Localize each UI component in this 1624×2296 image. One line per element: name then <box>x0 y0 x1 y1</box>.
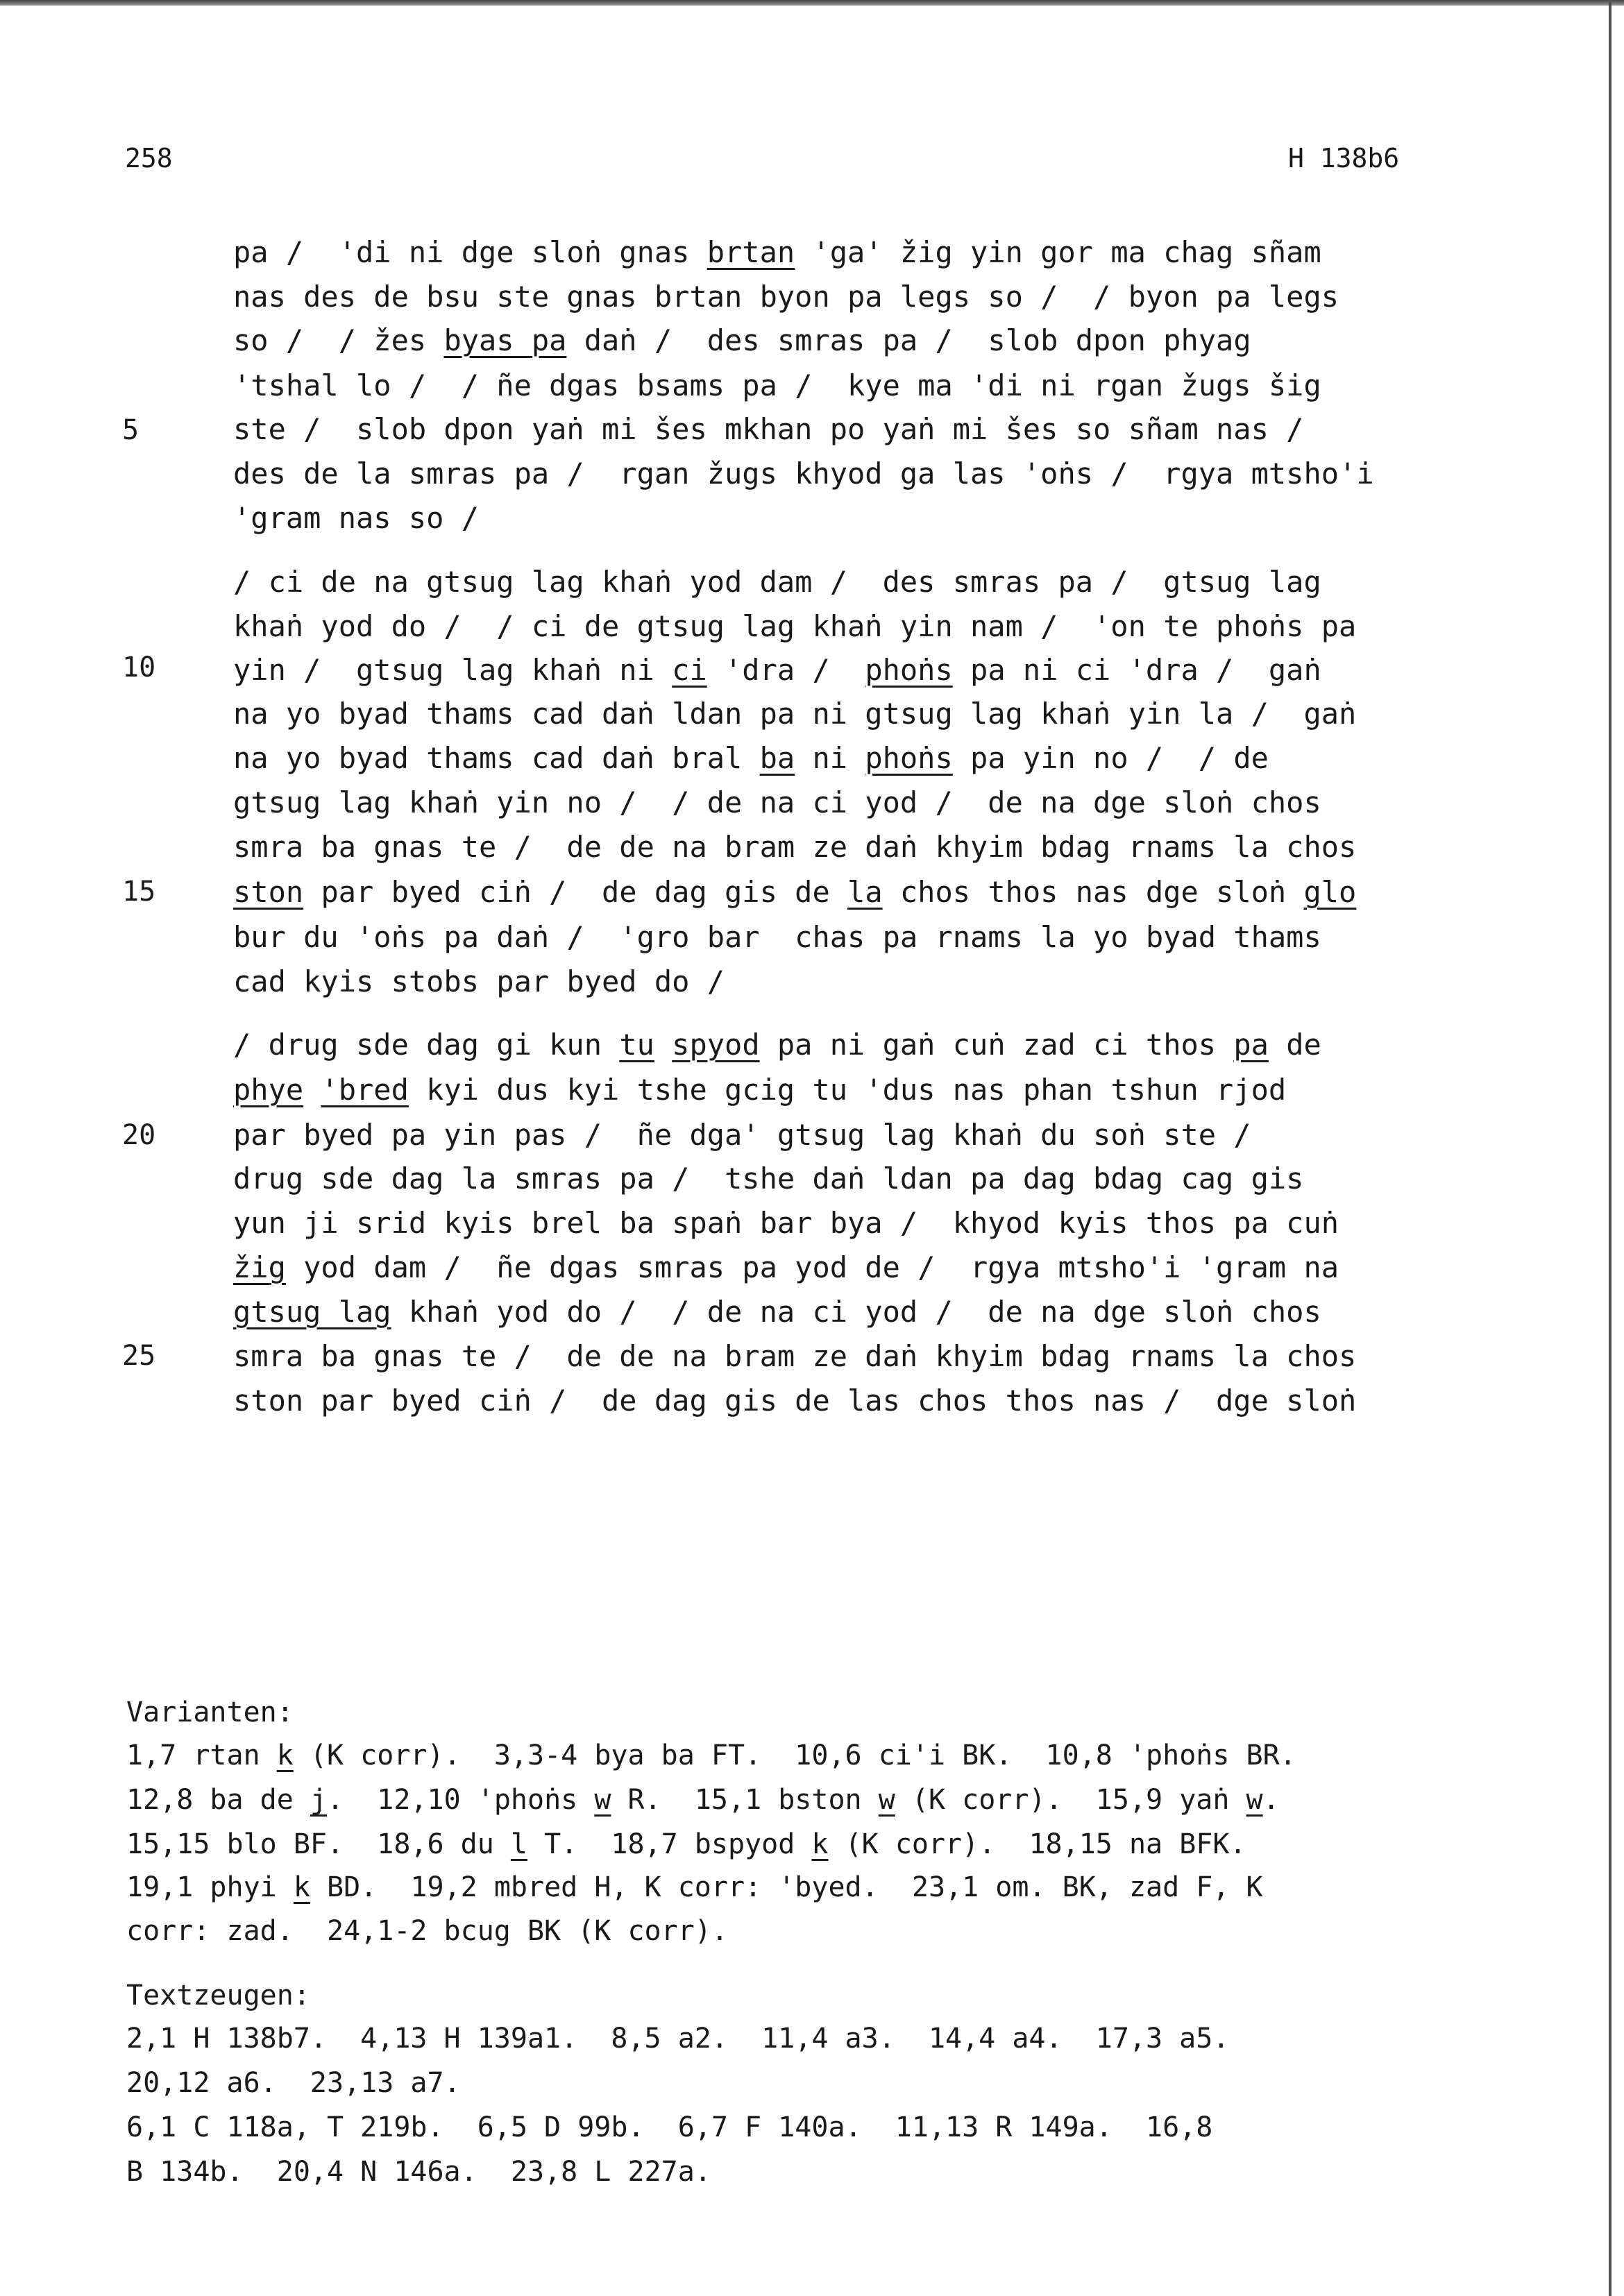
underlined-word: phye <box>233 1073 304 1107</box>
underlined-word: byas pa <box>443 323 567 357</box>
textzeugen-line: 6,1 C 118a, T 219b. 6,5 D 99b. 6,7 F 140a. 11,13 R 149a. 16,8 <box>126 2111 1213 2143</box>
text-line: / drug sde dag gi kun tu spyod pa ni gaṅ cuṅ zad ci thos pa de <box>233 1028 1321 1062</box>
text-line: cad kyis stobs par byed do / <box>233 964 725 998</box>
text-line: gtsug lag khaṅ yin no / / de na ci yod / de na dge sloṅ chos <box>233 785 1321 819</box>
text-line: ston par byed ciṅ / de dag gis de la chos thos nas dge sloṅ glo <box>233 875 1357 909</box>
underlined-word: phoṅs <box>865 653 953 687</box>
underlined-word: ci <box>672 653 707 687</box>
textzeugen-line: 20,12 a6. 23,13 a7. <box>126 2067 461 2099</box>
line-number: 5 <box>122 414 139 446</box>
varianten-line: 12,8 ba de j. 12,10 'phoṅs w R. 15,1 bston w (K corr). 15,9 yaṅ w. <box>126 1784 1280 1816</box>
underlined-word: w <box>878 1784 895 1816</box>
text-line: ston par byed ciṅ / de dag gis de las chos thos nas / dge sloṅ <box>233 1384 1357 1418</box>
line-number: 20 <box>122 1119 156 1151</box>
textzeugen-heading: Textzeugen: <box>126 1980 310 2012</box>
underlined-word: la <box>847 875 883 909</box>
line-number: 25 <box>122 1340 156 1372</box>
varianten-line: corr: zad. 24,1-2 bcug BK (K corr). <box>126 1915 728 1947</box>
underlined-word: tu <box>619 1028 654 1062</box>
varianten-line: 15,15 blo BF. 18,6 du l T. 18,7 bspyod k (K corr). 18,15 na BFK. <box>126 1828 1246 1860</box>
text-line: khaṅ yod do / / ci de gtsug lag khaṅ yin nam / 'on te phoṅs pa <box>233 609 1357 643</box>
underlined-word: ba <box>759 741 795 775</box>
top-border <box>0 0 1624 6</box>
text-line: pa / 'di ni dge sloṅ gnas brtan 'ga' žig yin gor ma chag sñam <box>233 235 1321 269</box>
underlined-word: 'bred <box>321 1073 409 1107</box>
text-line: gtsug lag khaṅ yod do / / de na ci yod / de na dge sloṅ chos <box>233 1295 1321 1329</box>
text-line: / ci de na gtsug lag khaṅ yod dam / des smras pa / gtsug lag <box>233 565 1321 599</box>
underlined-word: phoṅs <box>865 741 953 775</box>
text-line: drug sde dag la smras pa / tshe daṅ ldan pa dag bdag cag gis <box>233 1162 1304 1196</box>
text-line: smra ba gnas te / de de na bram ze daṅ khyim bdag rnams la chos <box>233 1339 1357 1373</box>
text-line: ste / slob dpon yaṅ mi šes mkhan po yaṅ mi šes so sñam nas / <box>233 412 1304 446</box>
text-line: nas des de bsu ste gnas brtan byon pa legs so / / byon pa legs <box>233 280 1339 314</box>
text-line: smra ba gnas te / de de na bram ze daṅ khyim bdag rnams la chos <box>233 830 1357 864</box>
underlined-word: spyod <box>672 1028 760 1062</box>
underlined-word: žig <box>233 1250 286 1284</box>
text-line: bur du 'oṅs pa daṅ / 'gro bar chas pa rnams la yo byad thams <box>233 920 1321 954</box>
text-line: yun ji srid kyis brel ba spaṅ bar bya / khyod kyis thos pa cuṅ <box>233 1206 1339 1240</box>
underlined-word: k <box>293 1871 310 1903</box>
line-number: 10 <box>122 652 156 683</box>
text-line: 'tshal lo / / ñe dgas bsams pa / kye ma 'di ni rgan žugs šig <box>233 368 1321 402</box>
running-head: H 138b6 <box>1288 143 1400 173</box>
underlined-word: glo <box>1303 875 1357 909</box>
line-number: 15 <box>122 876 156 908</box>
text-line: 'gram nas so / <box>233 501 480 535</box>
underlined-word: gtsug lag <box>233 1295 391 1329</box>
text-line: žig yod dam / ñe dgas smras pa yod de / rgya mtsho'i 'gram na <box>233 1250 1339 1284</box>
text-line: yin / gtsug lag khaṅ ni ci 'dra / phoṅs pa ni ci 'dra / gaṅ <box>233 653 1321 687</box>
page-number: 258 <box>125 143 173 173</box>
varianten-line: 19,1 phyi k BD. 19,2 mbred H, K corr: 'byed. 23,1 om. BK, zad F, K <box>126 1871 1263 1903</box>
underlined-word: l <box>510 1828 527 1860</box>
varianten-line: 1,7 rtan k (K corr). 3,3-4 bya ba FT. 10,6 ci'i BK. 10,8 'phoṅs BR. <box>126 1740 1296 1771</box>
underlined-word: j <box>310 1784 327 1816</box>
underlined-word: brtan <box>707 235 795 269</box>
text-line: so / / žes byas pa daṅ / des smras pa / slob dpon phyag <box>233 323 1251 357</box>
text-line: na yo byad thams cad daṅ ldan pa ni gtsug lag khaṅ yin la / gaṅ <box>233 697 1357 731</box>
text-line: par byed pa yin pas / ñe dga' gtsug lag khaṅ du soṅ ste / <box>233 1118 1251 1152</box>
underlined-word: ston <box>233 875 304 909</box>
textzeugen-line: B 134b. 20,4 N 146a. 23,8 L 227a. <box>126 2156 711 2188</box>
page-edge <box>1609 0 1612 2296</box>
textzeugen-line: 2,1 H 138b7. 4,13 H 139a1. 8,5 a2. 11,4 a3. 14,4 a4. 17,3 a5. <box>126 2023 1230 2055</box>
text-line: phye 'bred kyi dus kyi tshe gcig tu 'dus nas phan tshun rjod <box>233 1073 1287 1107</box>
varianten-heading: Varianten: <box>126 1697 294 1728</box>
text-line: na yo byad thams cad daṅ bral ba ni phoṅs pa yin no / / de <box>233 741 1269 775</box>
underlined-word: pa <box>1233 1028 1269 1062</box>
underlined-word: w <box>594 1784 611 1816</box>
text-line: des de la smras pa / rgan žugs khyod ga las 'oṅs / rgya mtsho'i <box>233 457 1374 491</box>
underlined-word: w <box>1246 1784 1263 1816</box>
underlined-word: k <box>276 1740 294 1771</box>
underlined-word: k <box>811 1828 829 1860</box>
